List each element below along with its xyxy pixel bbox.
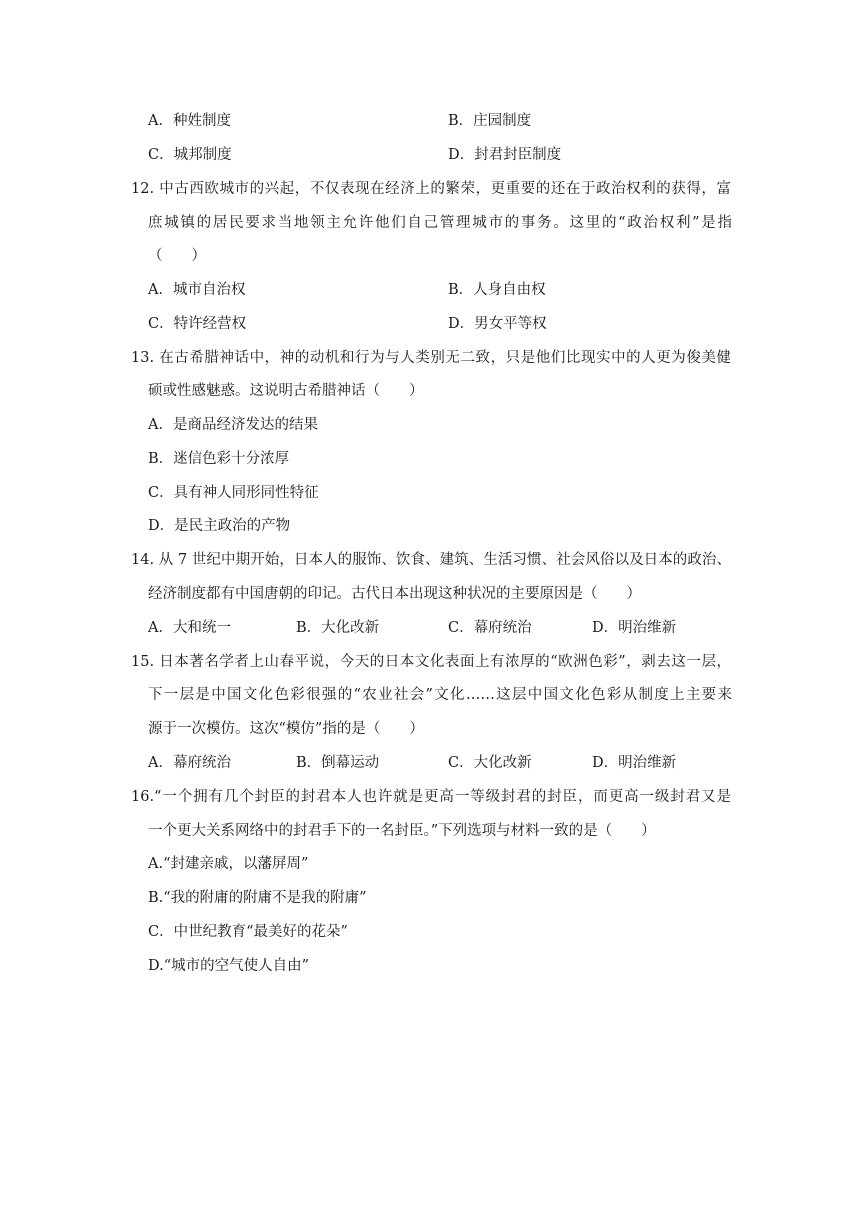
- q12-option-c: C．特许经营权: [148, 316, 247, 332]
- q16-option-c: C．中世纪教育“最美好的花朵”: [148, 924, 348, 940]
- q14-option-d: D．明治维新: [592, 620, 677, 636]
- q14-stem-line2: 经济制度都有中国唐朝的印记。古代日本出现这种状况的主要原因是（ ）: [148, 586, 641, 602]
- q16-stem-line1: 16.“一个拥有几个封臣的封君本人也许就是更高一等级封君的封臣，而更高一级封君又是: [131, 789, 731, 805]
- q15-options-row: [148, 753, 708, 773]
- q12-option-a: A．城市自治权: [148, 282, 246, 298]
- q11-option-b: B．庄园制度: [448, 113, 532, 129]
- q14-option-b: B．大化改新: [296, 620, 380, 636]
- q11-option-a: A．种姓制度: [148, 113, 231, 129]
- q13-option-b: B．迷信色彩十分浓厚: [148, 451, 290, 467]
- q13-option-c: C．具有神人同形同性特征: [148, 485, 319, 501]
- q15-stem-line3: 源于一次模仿。这次“模仿”指的是（ ）: [148, 721, 424, 737]
- q16-option-d: D.“城市的空气使人自由”: [148, 958, 310, 974]
- q14-option-a: A．大和统一: [148, 620, 231, 636]
- q15-stem-line1: 15. 日本著名学者上山春平说，今天的日本文化表面上有浓厚的“欧洲色彩”，剥去这一层，: [131, 654, 731, 670]
- q12-stem-line2: 庶城镇的居民要求当地领主允许他们自己管理城市的事务。这里的“政治权利”是指: [148, 215, 732, 231]
- q14-options-row: [148, 618, 708, 638]
- q13-stem-line2: 硕或性感魅惑。这说明古希腊神话（ ）: [148, 383, 424, 399]
- q12-stem-line3: （ ）: [148, 248, 206, 264]
- q13-stem-line1: 13. 在古希腊神话中，神的动机和行为与人类别无二致，只是他们比现实中的人更为俊美健: [131, 350, 731, 366]
- q12-option-d: D．男女平等权: [448, 316, 547, 332]
- q16-option-a: A.“封建亲戚，以藩屏周”: [148, 856, 309, 872]
- q15-option-d: D．明治维新: [592, 755, 677, 771]
- q12-option-b: B．人身自由权: [448, 282, 546, 298]
- q14-option-c: C．幕府统治: [448, 620, 532, 636]
- q16-stem-line2: 一个更大关系网络中的封君手下的一名封臣。”下列选项与材料一致的是（ ）: [148, 823, 656, 839]
- q15-option-b: B．倒幕运动: [296, 755, 380, 771]
- q11-option-d: D．封君封臣制度: [448, 147, 562, 163]
- q13-option-a: A．是商品经济发达的结果: [148, 417, 318, 433]
- q12-stem-line1: 12. 中古西欧城市的兴起，不仅表现在经济上的繁荣，更重要的还在于政治权利的获得，富: [131, 181, 731, 197]
- q16-option-b: B.“我的附庸的附庸不是我的附庸”: [148, 890, 367, 906]
- q11-option-c: C．城邦制度: [148, 147, 232, 163]
- q13-option-d: D．是民主政治的产物: [148, 518, 291, 534]
- q14-stem-line1: 14. 从 7 世纪中期开始，日本人的服饰、饮食、建筑、生活习惯、社会风俗以及日本的政治、: [131, 552, 731, 568]
- q15-stem-line2: 下一层是中国文化色彩很强的“农业社会”文化……这层中国文化色彩从制度上主要来: [148, 687, 732, 703]
- q15-option-a: A．幕府统治: [148, 755, 231, 771]
- q15-option-c: C．大化改新: [448, 755, 532, 771]
